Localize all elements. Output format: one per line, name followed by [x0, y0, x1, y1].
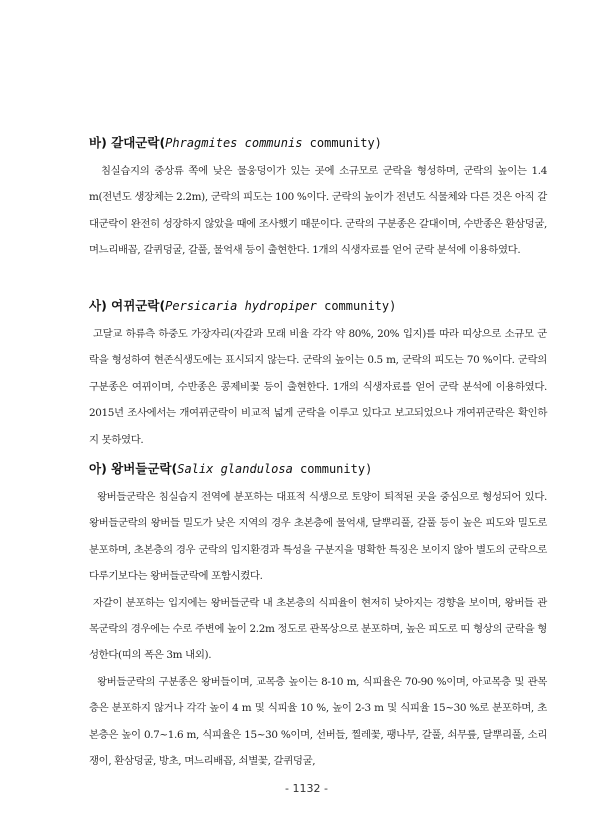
heading-suffix: community) — [316, 299, 397, 313]
heading-suffix: community) — [292, 462, 373, 476]
section-heading — [89, 298, 547, 314]
section-persicaria — [89, 298, 547, 453]
section-phragmites — [89, 135, 547, 264]
heading-prefix: 바) 갈대군락( — [89, 135, 166, 150]
heading-prefix: 사) 여뀌군락( — [89, 298, 166, 313]
paragraph: 침실습지의 중상류 쪽에 낮은 물웅덩이가 있는 곳에 소규모로 군락을 형성하며, 군락의 높이는 1.4 m(전년도 생장체는 2.2m), 군락의 피도는 100 %이다. 군락의 높이가 전년도 식물체와 다른 것은 아직 갈대군락이 완전히 성장하지 않았을 때에 조사했기 때문이다. 군락의 구분종은 갈대이며, 수반종은 환삼덩굴, 며느리배꼽, 갈퀴덩굴, 갈풀, 물억새 등이 출현한다. 1개의 식생자료를 얻어 군락 분석에 이용하였다. — [89, 165, 547, 257]
page-number: - 1132 - — [285, 782, 328, 795]
heading-prefix: 아) 왕버들군락( — [89, 461, 178, 476]
heading-scientific-name: Phragmites communis — [165, 136, 303, 150]
section-salix — [89, 461, 547, 774]
section-heading — [89, 461, 547, 477]
heading-suffix: community) — [302, 136, 382, 150]
heading-scientific-name: Persicaria hydropiper — [165, 299, 317, 313]
paragraph: 왕버들군락은 침실습지 전역에 분포하는 대표적 식생으로 토양이 퇴적된 곳을 중심으로 형성되어 있다. 왕버들군락의 왕버들 밀도가 낮은 지역의 경우 초본층에 물억새, 달뿌리풀, 갈풀 등이 높은 피도와 밀도로 분포하며, 초본층의 경우 군락의 입지환경과 특성을 구분지을 명확한 특징은 보이지 않아 별도의 군락으로 다루기보다는 왕버들군락에 포함시켰다. — [89, 491, 547, 583]
section-heading — [89, 135, 547, 151]
heading-scientific-name: Salix glandulosa — [177, 462, 293, 476]
paragraph: 왕버들군락의 구분종은 왕버들이며, 교목층 높이는 8-10 m, 식피율은 70-90 %이며, 아교목층 및 관목층은 분포하지 않거나 각각 높이 4 m 및 식피율 10 %, 높이 2-3 m 및 식피율 15~30 %로 분포하며, 초본층은 높이 0.7~1.6 m, 식피율은 15~30 %이며, 선버들, 찔레꽃, 팽나무, 갈풀, 쇠무릎, 달뿌리풀, 소리쟁이, 환삼덩굴, 방초, 며느리배꼽, 쇠별꽃, 갈퀴덩굴, — [89, 675, 547, 768]
paragraph: 고달교 하류측 하중도 가장자리(자갈과 모래 비율 각각 약 80%, 20% 입지)를 따라 띠상으로 소규모 군락을 형성하여 현존식생도에는 표시되지 않는다. 군락의 높이는 0.5 m, 군락의 피도는 70 %이다. 군락의 구분종은 여뀌이며, 수반종은 콩제비꽃 등이 출현한다. 1개의 식생자료를 얻어 군락 분석에 이용하였다. 2015년 조사에서는 개여뀌군락이 비교적 넓게 군락을 이루고 있다고 보고되었으나 개여뀌군락은 확인하지 못하였다. — [89, 328, 547, 446]
paragraph: 자갈이 분포하는 입지에는 왕버들군락 내 초본층의 식피율이 현저히 낮아지는 경향을 보이며, 왕버들 관목군락의 경우에는 수로 주변에 높이 2.2m 정도로 관목상으로 분포하며, 높은 피도로 띠 형상의 군락을 형성한다(띠의 폭은 3m 내외). — [89, 596, 547, 662]
